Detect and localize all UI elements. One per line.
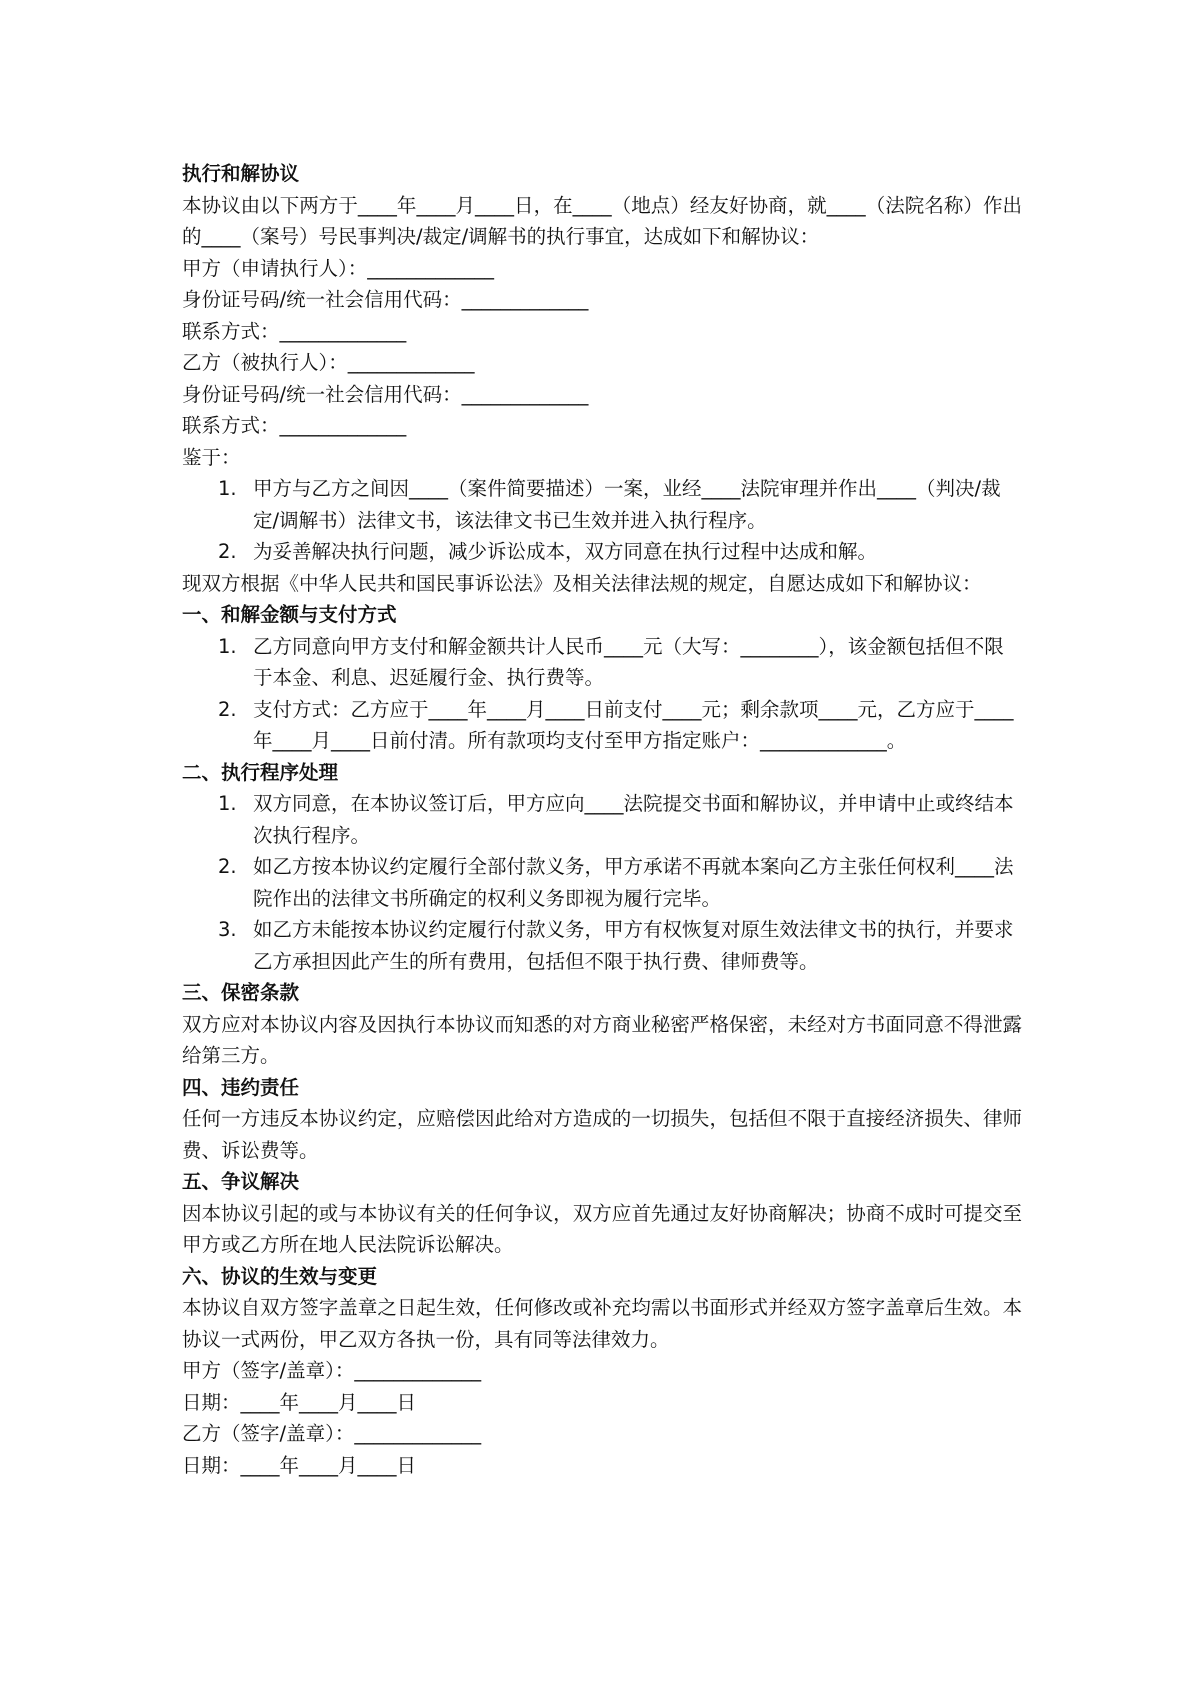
- list-item: [182, 788, 1022, 851]
- section-heading: 六、协议的生效与变更: [182, 1264, 378, 1288]
- whereas-label: 鉴于：: [182, 445, 241, 469]
- list-number: 3.: [218, 918, 237, 941]
- party-a-name: 甲方（申请执行人）：_____________: [182, 256, 495, 280]
- whereas-item: [182, 473, 1022, 536]
- section-text: 因本协议引起的或与本协议有关的任何争议，双方应首先通过友好协商解决；协商不成时可提交至甲方或乙方所在地人民法院诉讼解决。: [182, 1201, 1022, 1256]
- section-heading: 五、争议解决: [182, 1170, 300, 1193]
- party-b-signature: 乙方（签字/盖章）：_____________: [182, 1422, 482, 1445]
- list-item-text: 甲方与乙方之间因____（案件简要描述）一案，业经____法院审理并作出____（判决/裁定/调解书）法律文书，该法律文书已生效并进入执行程序。: [253, 477, 1001, 532]
- list-number: 2.: [218, 697, 237, 721]
- section-text: 本协议自双方签字盖章之日起生效，任何修改或补充均需以书面形式并经双方签字盖章后生效。本协议一式两份，甲乙双方各执一份，具有同等法律效力。: [182, 1296, 1022, 1351]
- section-heading: 二、执行程序处理: [182, 760, 339, 784]
- list-item-text: 为妥善解决执行问题，减少诉讼成本，双方同意在执行过程中达成和解。: [253, 540, 878, 563]
- whereas-item: [182, 536, 1022, 568]
- list-number: 2.: [218, 855, 237, 878]
- section-text: 双方应对本协议内容及因执行本协议而知悉的对方商业秘密严格保密，未经对方书面同意不得泄露给第三方。: [182, 1012, 1022, 1067]
- party-a-signature: 甲方（签字/盖章）：_____________: [182, 1359, 482, 1382]
- section-text: 任何一方违反本协议约定，应赔偿因此给对方造成的一切损失，包括但不限于直接经济损失、律师费、诉讼费等。: [182, 1107, 1022, 1162]
- list-item-text: 如乙方未能按本协议约定履行付款义务，甲方有权恢复对原生效法律文书的执行，并要求乙方承担因此产生的所有费用，包括但不限于执行费、律师费等。: [253, 918, 1014, 973]
- document-title: 执行和解协议: [182, 162, 300, 185]
- list-item-text: 乙方同意向甲方支付和解金额共计人民币____元（大写：________），该金额包括但不限于本金、利息、迟延履行金、执行费等。: [253, 634, 1004, 689]
- party-b-date: 日期：____年____月____日: [182, 1453, 417, 1477]
- list-number: 2.: [218, 540, 237, 563]
- list-item-text: 如乙方按本协议约定履行全部付款义务，甲方承诺不再就本案向乙方主张任何权利____法院作出的法律文书所确定的权利义务即视为履行完毕。: [253, 855, 1014, 910]
- section-heading: 三、保密条款: [182, 981, 300, 1004]
- list-number: 1.: [218, 634, 237, 658]
- list-item-text: 双方同意，在本协议签订后，甲方应向____法院提交书面和解协议，并申请中止或终结本次执行程序。: [253, 792, 1014, 847]
- party-a-contact: 联系方式：_____________: [182, 319, 407, 343]
- section-heading: 一、和解金额与支付方式: [182, 603, 397, 626]
- list-item-text: 支付方式：乙方应于____年____月____日前支付____元；剩余款项____元，乙方应于____年____月____日前付清。所有款项均支付至甲方指定账户：_____________。: [253, 697, 1014, 752]
- preamble-paragraph: 现双方根据《中华人民共和国民事诉讼法》及相关法律法规的规定，自愿达成如下和解协议：: [182, 571, 982, 595]
- document-body: [182, 158, 1022, 1481]
- list-item: [182, 631, 1022, 694]
- list-item: [182, 694, 1022, 757]
- party-b-contact: 联系方式：_____________: [182, 414, 407, 437]
- party-b-id: 身份证号码/统一社会信用代码：_____________: [182, 382, 589, 406]
- list-number: 1.: [218, 477, 237, 500]
- list-item: [182, 914, 1022, 977]
- section-heading: 四、违约责任: [182, 1075, 300, 1099]
- party-a-id: 身份证号码/统一社会信用代码：_____________: [182, 288, 589, 311]
- intro-paragraph: 本协议由以下两方于____年____月____日，在____（地点）经友好协商，就____（法院名称）作出的____（案号）号民事判决/裁定/调解书的执行事宜，达成如下和解协议：: [182, 193, 1022, 248]
- party-b-name: 乙方（被执行人）：_____________: [182, 351, 475, 374]
- list-item: [182, 851, 1022, 914]
- party-a-date: 日期：____年____月____日: [182, 1390, 417, 1414]
- list-number: 1.: [218, 792, 237, 815]
